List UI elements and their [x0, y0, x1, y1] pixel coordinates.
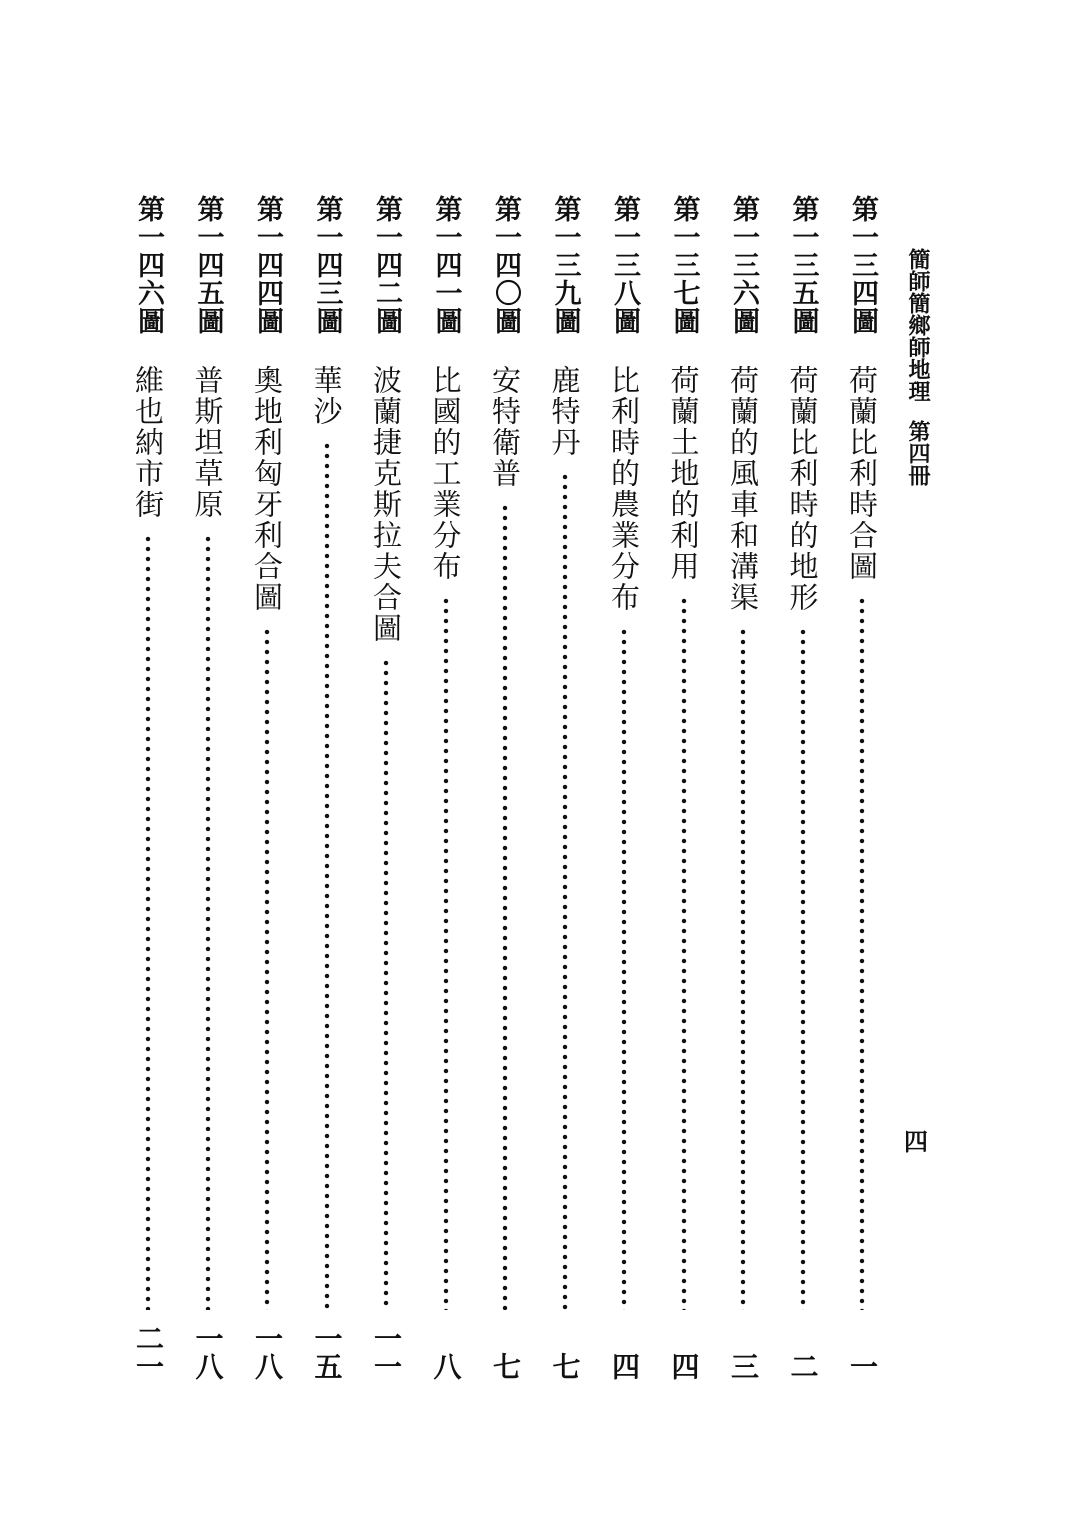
toc-entry: [604, 195, 644, 1380]
page-reference: 一五: [310, 1324, 344, 1380]
page-reference: 二: [786, 1352, 820, 1380]
figure-title: 波蘭捷克斯拉夫合圖: [369, 365, 403, 644]
leader-dots: [324, 441, 330, 1310]
leader-dots: [205, 534, 211, 1310]
leader-dots: [740, 627, 746, 1310]
leader-dots: [681, 596, 687, 1310]
page-reference: 八: [429, 1352, 463, 1380]
toc-entry: [842, 195, 882, 1380]
figure-number: 第一三九圖: [549, 195, 581, 335]
page-reference: 一一: [370, 1324, 403, 1380]
toc-entry: [783, 195, 823, 1380]
toc-entry: [128, 195, 168, 1380]
running-header: [905, 248, 931, 486]
page-reference: 一八: [191, 1324, 225, 1380]
figure-title: 安特衛普: [488, 365, 522, 489]
toc-entry: [247, 195, 287, 1380]
toc-entry: [664, 195, 704, 1380]
leader-dots: [383, 658, 389, 1310]
figure-number: 第一四二圖: [371, 195, 402, 335]
figure-title: 維也納市街: [131, 365, 165, 520]
toc-entry: [545, 195, 585, 1380]
page-reference: 一八: [251, 1324, 284, 1380]
figure-title: 比利時的農業分布: [607, 365, 641, 613]
figure-title: 荷蘭比利時的地形: [785, 365, 820, 613]
leader-dots: [800, 627, 806, 1310]
toc-entry: [485, 195, 525, 1380]
page-reference: 七: [548, 1352, 582, 1380]
page-reference: 四: [667, 1352, 701, 1380]
page-reference: 四: [608, 1352, 641, 1380]
figure-number: 第一四一圖: [430, 195, 462, 335]
page-reference: 二一: [132, 1324, 165, 1380]
page-reference: 一: [846, 1352, 879, 1380]
page-reference: 三: [727, 1352, 760, 1380]
toc-entry: [188, 195, 228, 1380]
figure-number: 第一三八圖: [609, 195, 640, 335]
figure-title: 荷蘭的風車和溝渠: [726, 365, 760, 613]
leader-dots: [502, 503, 508, 1310]
figure-title: 荷蘭土地的利用: [666, 365, 701, 582]
figure-title: 華沙: [309, 365, 344, 427]
volume-label: 第四冊: [905, 420, 931, 486]
figure-number: 第一四三圖: [311, 195, 343, 335]
figure-title: 普斯坦草原: [190, 365, 225, 520]
figure-number: 第一四六圖: [133, 195, 164, 335]
page-reference: 七: [489, 1352, 522, 1380]
leader-dots: [859, 596, 865, 1310]
toc-entry: [426, 195, 466, 1380]
figure-title: 奧地利匈牙利合圖: [250, 365, 284, 613]
book-title: 簡師簡鄉師地理: [905, 248, 931, 402]
toc-entry: [366, 195, 406, 1380]
leader-dots: [621, 627, 627, 1310]
figure-number: 第一三七圖: [668, 195, 700, 335]
figure-title: 荷蘭比利時合圖: [845, 365, 879, 582]
leader-dots: [145, 534, 151, 1310]
leader-dots: [443, 596, 449, 1310]
figure-number: 第一四〇圖: [490, 195, 521, 335]
figure-title: 比國的工業分布: [428, 365, 463, 582]
figure-number: 第一三四圖: [847, 195, 878, 335]
figure-number: 第一四五圖: [192, 195, 224, 335]
toc-entry: [723, 195, 763, 1380]
page-number: 四: [904, 1127, 928, 1156]
figure-number: 第一三六圖: [728, 195, 759, 335]
leader-dots: [264, 627, 270, 1310]
figure-number: 第一三五圖: [787, 195, 819, 335]
leader-dots: [562, 472, 568, 1310]
figure-number: 第一四四圖: [252, 195, 283, 335]
toc-entry: [307, 195, 347, 1380]
figure-title: 鹿特丹: [547, 365, 582, 458]
